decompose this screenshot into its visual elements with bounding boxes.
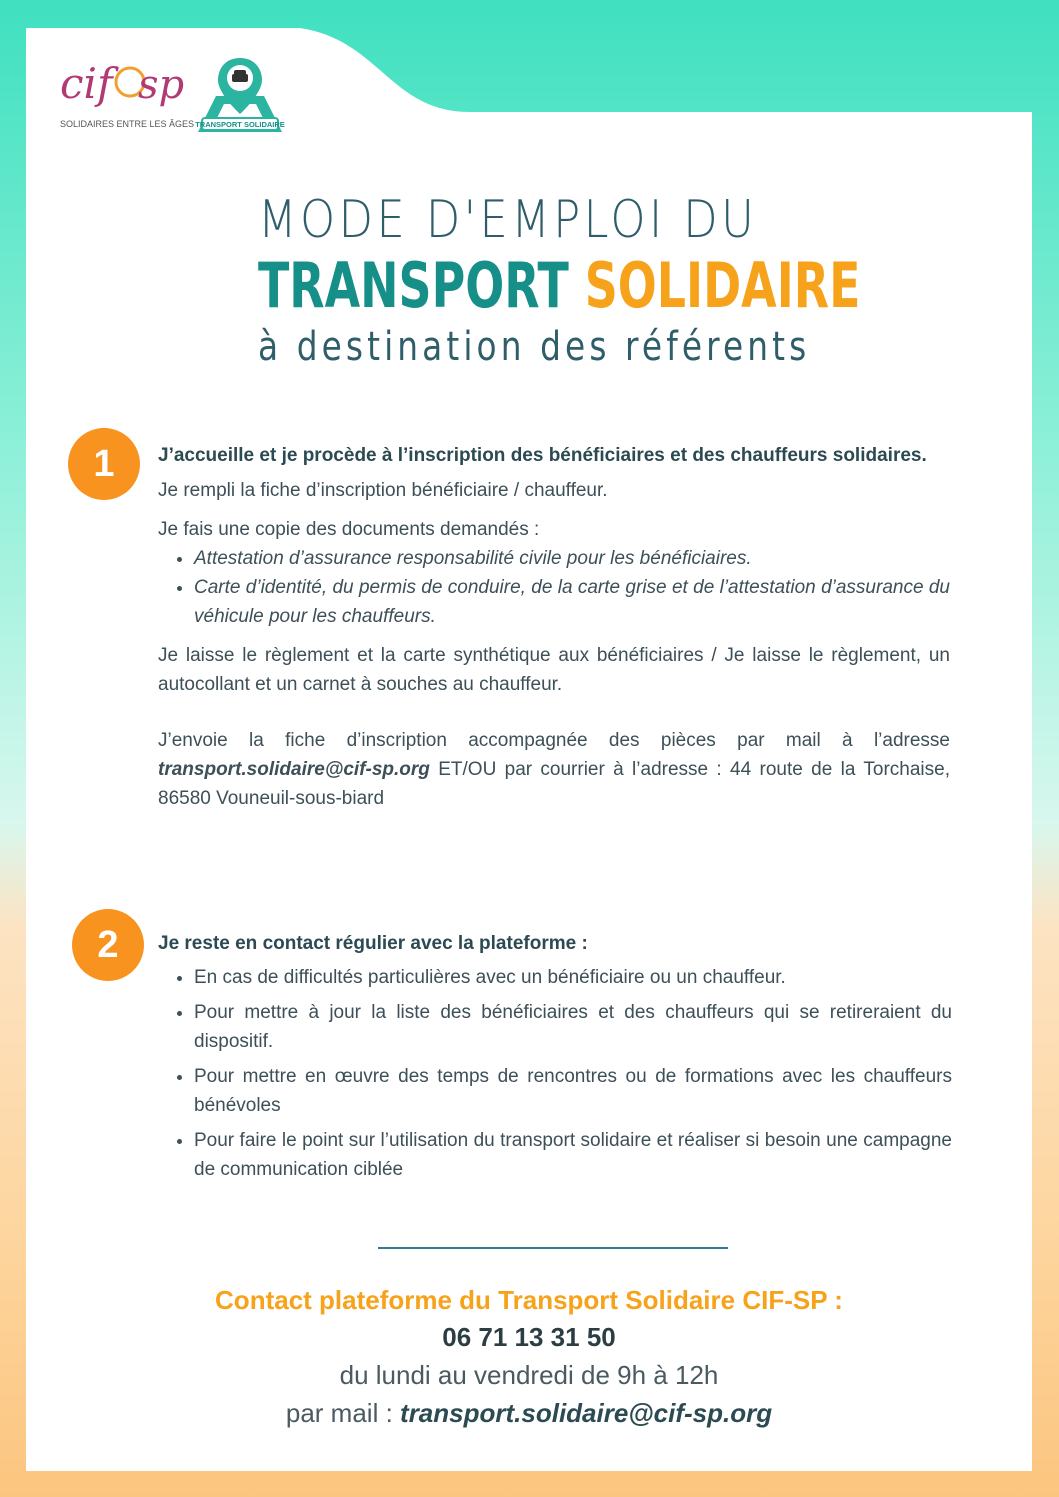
cif-logo-tagline: SOLIDAIRES ENTRE LES ÂGES [60, 119, 195, 129]
contact-title: Contact plateforme du Transport Solidaire CIF-SP : [215, 1285, 843, 1315]
svg-text:sp: sp [138, 62, 185, 108]
title-line2 [258, 249, 861, 322]
list-item: • Pour faire le point sur l’utilisation du transport solidaire et réaliser si besoin une campagne de communication ciblée [194, 1126, 952, 1184]
section-1-list [158, 544, 950, 631]
email-link[interactable]: transport.solidaire@cif-sp.org [158, 759, 430, 780]
step-1-badge: 1 [68, 428, 140, 500]
p4-before: J’envoie la fiche d’inscription accompagnée des pièces par mail à l’adresse [158, 730, 950, 751]
transport-solidaire-logo [188, 52, 292, 136]
p4-after: ET/OU par courrier à l’adresse : 44 route de la Torchaise, 86580 Vouneuil-sous-biard [158, 759, 950, 809]
divider [378, 1247, 728, 1249]
section-1-p2: Je fais une copie des documents demandés : [158, 519, 540, 540]
section-2-list [158, 963, 952, 1184]
cif-sp-logo [58, 50, 195, 132]
contact-mail-label: par mail : [285, 1398, 401, 1428]
contact-block [26, 1282, 1032, 1432]
contact-email-link[interactable]: transport.solidaire@cif-sp.org [400, 1398, 773, 1428]
title-line1: MODE D'EMPLOI DU [258, 190, 758, 250]
section-1-heading: J’accueille et je procède à l’inscription des bénéficiaires et des chauffeurs solidaires. [158, 445, 927, 466]
contact-mail [26, 1394, 1032, 1432]
section-1-p4 [158, 726, 950, 813]
title-block [258, 190, 861, 372]
ts-logo-text: TRANSPORT SOLIDAIRE [195, 120, 285, 129]
list-item: • Carte d’identité, du permis de conduire, de la carte grise et de l’attestation d’assurance du véhicule pour les chauffeurs. [194, 573, 950, 631]
title-subtitle: à destination des référents [258, 324, 811, 370]
contact-hours: du lundi au vendredi de 9h à 12h [339, 1360, 719, 1390]
section-2-heading: Je reste en contact régulier avec la plateforme : [158, 933, 588, 954]
list-item: • Pour mettre à jour la liste des bénéficiaires et des chauffeurs qui se retireraient du dispositif. [194, 998, 952, 1056]
section-1 [158, 441, 950, 813]
list-item: • Pour mettre en œuvre des temps de rencontres ou de formations avec les chauffeurs bénévoles [194, 1062, 952, 1120]
svg-text:cif: cif [60, 59, 113, 108]
title-transport: TRANSPORT [258, 249, 569, 322]
title-solidaire: SOLIDAIRE [584, 249, 861, 322]
section-1-p3: Je laisse le règlement et la carte synthétique aux bénéficiaires / Je laisse le règlement, un autocollant et un carnet à souches au chauffeur. [158, 645, 950, 695]
step-2-badge: 2 [72, 909, 144, 981]
list-item: • En cas de difficultés particulières avec un bénéficiaire ou un chauffeur. [194, 963, 952, 992]
section-1-p1: Je rempli la fiche d’inscription bénéficiaire / chauffeur. [158, 480, 608, 501]
section-2 [158, 929, 952, 1184]
contact-phone[interactable]: 06 71 13 31 50 [442, 1322, 616, 1352]
list-item: • Attestation d’assurance responsabilité civile pour les bénéficiaires. [194, 544, 950, 573]
